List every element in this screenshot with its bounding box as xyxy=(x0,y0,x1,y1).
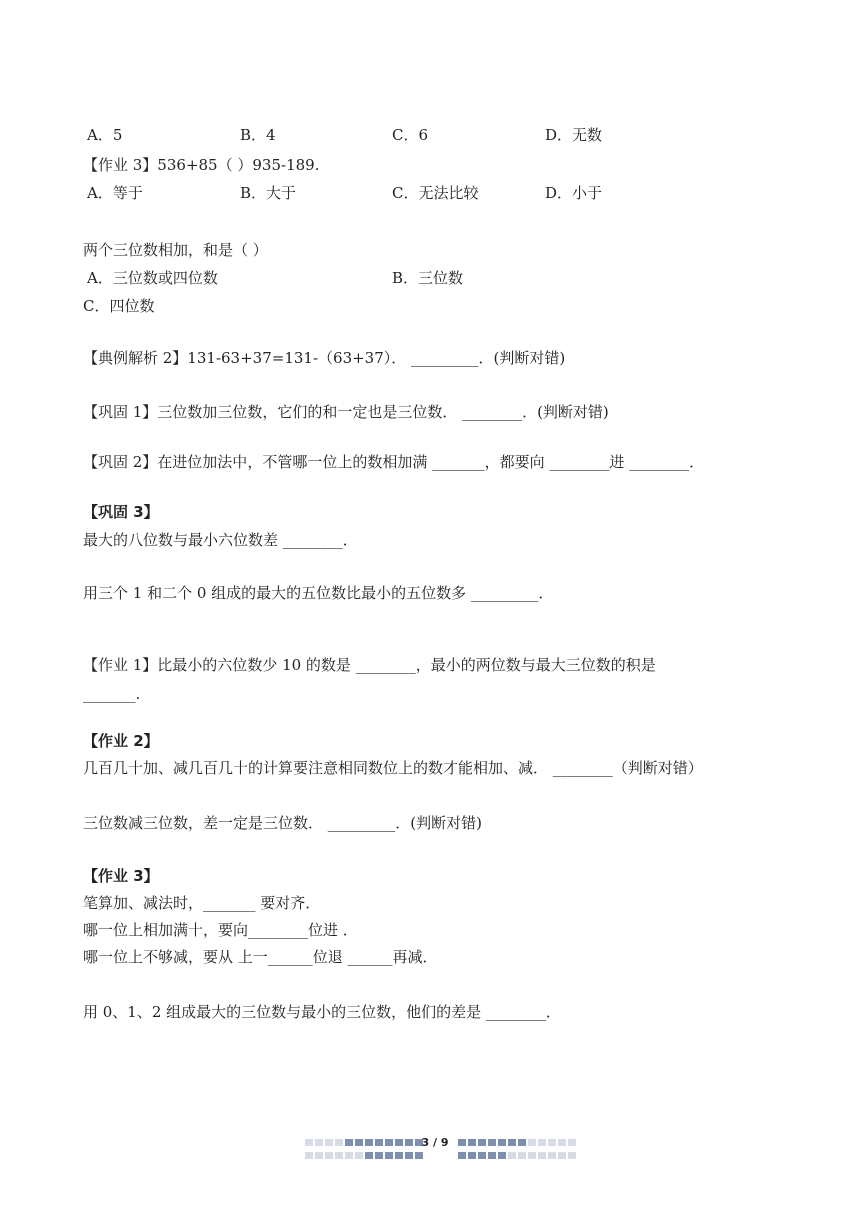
footer-square xyxy=(518,1139,526,1146)
footer-square xyxy=(395,1152,403,1159)
consolidate-3-q2: 用三个 1 和二个 0 组成的最大的五位数比最小的五位数多 _________． xyxy=(83,584,554,602)
option-d: D．小于 xyxy=(545,184,603,202)
homework-1-continued: _______. xyxy=(83,685,141,703)
option-a: A．三位数或四位数 xyxy=(87,269,218,287)
consolidate-1: 【巩固 1】三位数加三位数，它们的和一定也是三位数． ________．(判断对错) xyxy=(83,403,609,421)
footer-square xyxy=(305,1152,313,1159)
homework-2-q2: 三位数减三位数，差一定是三位数． _________．(判断对错) xyxy=(83,814,482,832)
consolidate-2: 【巩固 2】在进位加法中，不管哪一位上的数相加满 _______，都要向 ________进 ________． xyxy=(83,453,705,471)
footer-square xyxy=(335,1152,343,1159)
footer-square xyxy=(538,1152,546,1159)
homework-2-q1: 几百几十加、减几百几十的计算要注意相同数位上的数才能相加、减． ________（判断对错） xyxy=(83,759,703,777)
footer-square xyxy=(518,1152,526,1159)
option-b: B．大于 xyxy=(240,184,297,202)
footer-square xyxy=(528,1139,536,1146)
footer-square xyxy=(558,1139,566,1146)
homework-3-q1: 笔算加、减法时，_______ 要对齐． xyxy=(83,894,321,912)
footer-square xyxy=(508,1139,516,1146)
page-number: 3 / 9 xyxy=(421,1136,449,1149)
footer-square xyxy=(375,1139,383,1146)
footer-square xyxy=(315,1152,323,1159)
footer-square xyxy=(458,1139,466,1146)
footer-square xyxy=(345,1139,353,1146)
footer-square xyxy=(488,1139,496,1146)
sum-question: 两个三位数相加，和是（ ） xyxy=(83,241,268,259)
footer-square xyxy=(478,1152,486,1159)
footer-square xyxy=(355,1139,363,1146)
footer-square xyxy=(335,1139,343,1146)
homework-3-q4: 用 0、1、2 组成最大的三位数与最小的三位数，他们的差是 ________． xyxy=(83,1003,561,1021)
footer-square xyxy=(365,1152,373,1159)
footer-square xyxy=(568,1139,576,1146)
footer-square xyxy=(345,1152,353,1159)
footer-square xyxy=(325,1139,333,1146)
consolidate-3-q1: 最大的八位数与最小六位数差 ________． xyxy=(83,531,358,549)
option-a: A．5 xyxy=(87,126,123,144)
footer-square xyxy=(395,1139,403,1146)
footer-square xyxy=(478,1139,486,1146)
example-2: 【典例解析 2】131-63+37=131-（63+37）． _________．(判断对错) xyxy=(83,349,566,367)
option-c: C．6 xyxy=(392,126,429,144)
footer-square xyxy=(365,1139,373,1146)
option-b: B．4 xyxy=(240,126,276,144)
footer-square xyxy=(548,1152,556,1159)
option-c: C．无法比较 xyxy=(392,184,479,202)
homework-3-q3: 哪一位上不够减，要从 上一______位退 ______再减． xyxy=(83,948,438,966)
option-b: B．三位数 xyxy=(392,269,464,287)
footer-square xyxy=(538,1139,546,1146)
homework-1: 【作业 1】比最小的六位数少 10 的数是 ________，最小的两位数与最大三位数的积是 xyxy=(83,656,656,674)
homework-3-q2: 哪一位上相加满十，要向________位进 ． xyxy=(83,921,358,939)
footer-square xyxy=(498,1152,506,1159)
consolidate-3-title: 【巩固 3】 xyxy=(83,503,159,521)
footer-square xyxy=(548,1139,556,1146)
footer-square xyxy=(468,1139,476,1146)
homework-3-question: 【作业 3】536+85（ ）935-189. xyxy=(83,156,320,174)
footer-square xyxy=(385,1152,393,1159)
option-a: A．等于 xyxy=(87,184,143,202)
footer-square xyxy=(385,1139,393,1146)
homework-2-title: 【作业 2】 xyxy=(83,732,159,750)
footer-square xyxy=(528,1152,536,1159)
footer-square xyxy=(405,1139,413,1146)
footer-square xyxy=(558,1152,566,1159)
footer-square xyxy=(498,1139,506,1146)
footer-square xyxy=(508,1152,516,1159)
homework-3-title: 【作业 3】 xyxy=(83,867,159,885)
footer-square xyxy=(415,1152,423,1159)
footer-square xyxy=(405,1152,413,1159)
footer-square xyxy=(325,1152,333,1159)
footer-square xyxy=(375,1152,383,1159)
option-d: D．无数 xyxy=(545,126,603,144)
option-c: C．四位数 xyxy=(83,297,155,315)
footer-square xyxy=(458,1152,466,1159)
footer-square xyxy=(305,1139,313,1146)
footer-square xyxy=(355,1152,363,1159)
footer-square xyxy=(488,1152,496,1159)
footer-square xyxy=(315,1139,323,1146)
footer-square xyxy=(568,1152,576,1159)
footer-square xyxy=(468,1152,476,1159)
